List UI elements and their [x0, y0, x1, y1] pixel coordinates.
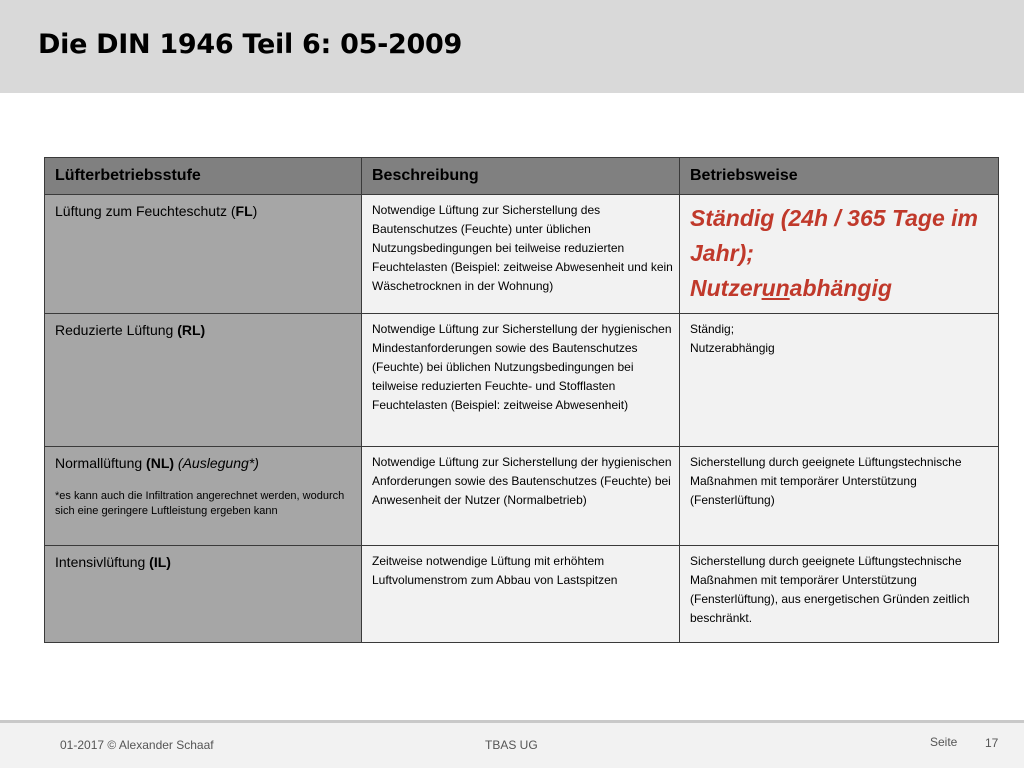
stufe-close: ) — [252, 203, 258, 219]
stufe-abbr: (IL) — [149, 554, 171, 570]
cell-beschreibung-il: Zeitweise notwendige Lüftung mit erhöhtem Luftvolumenstrom zum Abbau von Lastspitzen — [362, 546, 680, 643]
betrieb-line1: Ständig (24h / 365 Tage im Jahr); — [690, 205, 979, 266]
cell-betriebsweise-nl: Sicherstellung durch geeignete Lüftungstechnische Maßnahmen mit temporärer Unterstützung (Fensterlüftung) — [680, 447, 999, 546]
table-row-rl — [45, 314, 999, 447]
header-beschreibung: Beschreibung — [362, 158, 680, 195]
din-table — [44, 157, 999, 643]
page-title: Die DIN 1946 Teil 6: 05-2009 — [38, 29, 462, 60]
cell-betriebsweise-rl — [680, 314, 999, 447]
table-header-row — [45, 158, 999, 195]
table-row-nl — [45, 447, 999, 546]
cell-stufe-fl — [45, 195, 362, 314]
cell-beschreibung-nl: Notwendige Lüftung zur Sicherstellung der hygienischen Anforderungen sowie des Bautenschutzes (Feuchte) bei Anwesenheit der Nutzer (Normalbetrieb) — [362, 447, 680, 546]
stufe-label: Reduzierte Lüftung — [55, 322, 178, 338]
stufe-label: Intensivlüftung — [55, 554, 150, 570]
cell-betriebsweise-fl — [680, 195, 999, 314]
footer — [0, 723, 1024, 768]
cell-stufe-rl — [45, 314, 362, 447]
table-row-fl — [45, 195, 999, 314]
stufe-label: Normallüftung — [55, 455, 147, 471]
stufe-extra: (Auslegung*) — [174, 455, 259, 471]
title-bar — [0, 0, 1024, 93]
betrieb-line1: Ständig; — [690, 322, 735, 336]
betrieb-pre: Nutzer — [690, 275, 762, 301]
betrieb-underlined: un — [761, 275, 790, 301]
header-betriebsweise: Betriebsweise — [680, 158, 999, 195]
betrieb-line2: Nutzerabhängig — [690, 341, 775, 355]
cell-stufe-il — [45, 546, 362, 643]
betrieb-post: abhängig — [789, 275, 892, 301]
stufe-abbr: (RL) — [177, 322, 206, 338]
cell-beschreibung-fl: Notwendige Lüftung zur Sicherstellung des Bautenschutzes (Feuchte) unter üblichen Nutzungsbedingungen bei teilweise reduzierten Feuchtelasten (Beispiel: zeitweise Abwesenheit und kein Wäschetrocknen in der Wohnung) — [362, 195, 680, 314]
table-row-il — [45, 546, 999, 643]
cell-stufe-nl — [45, 447, 362, 546]
stufe-abbr: FL — [235, 203, 253, 219]
footer-copyright: 01-2017 © Alexander Schaaf — [60, 738, 214, 752]
cell-beschreibung-rl: Notwendige Lüftung zur Sicherstellung der hygienischen Mindestanforderungen sowie des Bautenschutzes (Feuchte) bei üblichen Nutzungsbedingungen bei teilweise reduzierten Feuchte- und Stofflasten Feuchtelasten (Beispiel: zeitweise Abwesenheit) — [362, 314, 680, 447]
footnote: *es kann auch die Infiltration angerechnet werden, wodurch sich eine geringere Luftleistung ergeben kann — [55, 490, 345, 517]
footer-page-label: Seite — [930, 735, 958, 749]
cell-betriebsweise-il: Sicherstellung durch geeignete Lüftungstechnische Maßnahmen mit temporärer Unterstützung (Fensterlüftung), aus energetischen Gründen zeitlich beschränkt. — [680, 546, 999, 643]
footer-page-number: 17 — [985, 736, 999, 750]
stufe-abbr: (NL) — [146, 455, 175, 471]
header-lueftungsstufe: Lüfterbetriebsstufe — [45, 158, 362, 195]
footer-company: TBAS UG — [485, 738, 538, 752]
stufe-label: Lüftung zum Feuchteschutz ( — [55, 203, 236, 219]
